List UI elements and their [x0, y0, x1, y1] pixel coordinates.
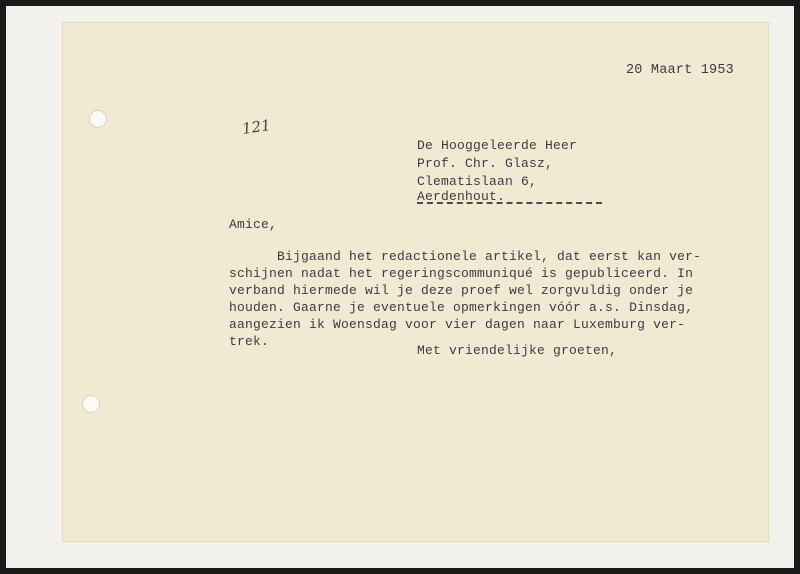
- body-line-5: aangezien ik Woensdag voor vier dagen naar Luxemburg ver-: [229, 317, 686, 332]
- body-line-1: Bijgaand het redactionele artikel, dat eerst kan ver-: [229, 249, 702, 264]
- body-line-6: trek.: [229, 334, 270, 349]
- closing: Met vriendelijke groeten,: [417, 343, 618, 358]
- body-line-2: schijnen nadat het regeringscommuniqué is gepubliceerd. In: [229, 266, 694, 281]
- address-underline: [417, 202, 602, 204]
- addressee-line-2: Prof. Chr. Glasz,: [417, 156, 554, 171]
- letter-date: 20 Maart 1953: [626, 63, 734, 78]
- punch-hole-bottom: [83, 396, 99, 412]
- handwritten-margin-note: 121: [240, 116, 272, 138]
- body-line-4: houden. Gaarne je eventuele opmerkingen vóór a.s. Dinsdag,: [229, 300, 694, 315]
- salutation: Amice,: [229, 217, 278, 232]
- punch-hole-top: [90, 111, 106, 127]
- body-line-3: verband hiermede wil je deze proef wel zorgvuldig onder je: [229, 283, 694, 298]
- addressee-line-1: De Hooggeleerde Heer: [417, 138, 578, 153]
- addressee-line-4: Aerdenhout.: [417, 189, 506, 204]
- addressee-line-3: Clematislaan 6,: [417, 174, 538, 189]
